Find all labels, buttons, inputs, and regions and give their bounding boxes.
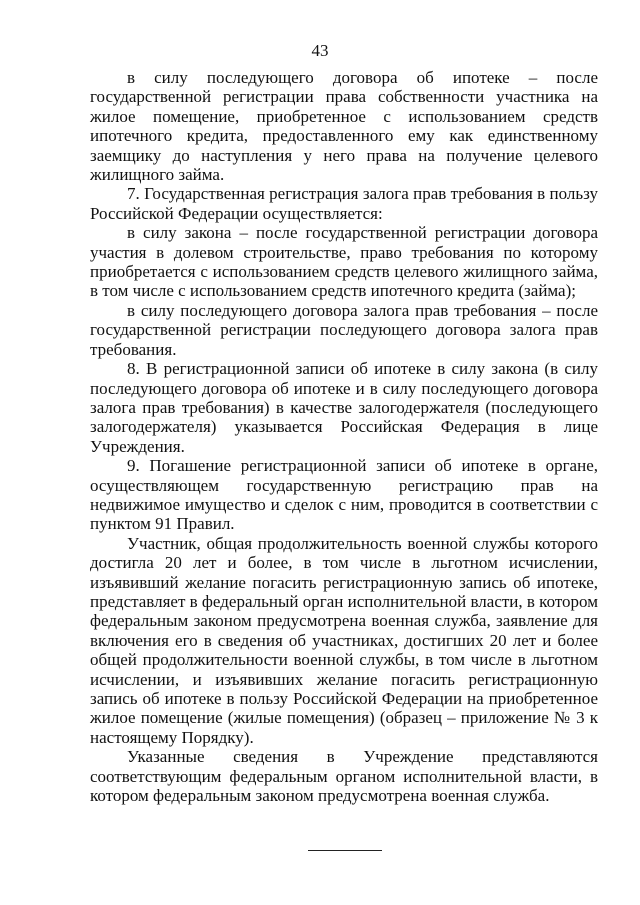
paragraph-clause-7: 7. Государственная регистрация залога прав требования в пользу Российской Федерации осуществляется: — [90, 184, 598, 223]
end-divider-line — [308, 850, 382, 851]
paragraph-information-submission: Указанные сведения в Учреждение представляются соответствующим федеральным органом исполнительной власти, в котором федеральным законом предусмотрена военная служба. — [90, 747, 598, 806]
paragraph-participant: Участник, общая продолжительность военной службы которого достигла 20 лет и более, в том числе в льготном исчислении, изъявивший желание погасить регистрационную запись об ипотеке, представляет в федеральный орган исполнительной власти, в котором федеральным законом предусмотрена военная служба, заявление для включения его в сведения об участниках, достигших 20 лет и более общей продолжительности военной службы, в том числе в льготном исчислении, и изъявивших желание погасить регистрационную запись об ипотеке в пользу Российской Федерации на приобретенное жилое помещение (жилые помещения) (образец – приложение № 3 к настоящему Порядку). — [90, 533, 598, 747]
paragraph-by-law: в силу закона – после государственной регистрации договора участия в долевом строительстве, право требования по которому приобретается с использованием средств целевого жилищного займа, в том числе с использованием средств ипотечного кредита (займа); — [90, 223, 598, 301]
paragraph-clause-8: 8. В регистрационной записи об ипотеке в силу закона (в силу последующего договора об ипотеке и в силу последующего договора залога прав требования) в качестве залогодержателя (последующего залогодержателя) указывается Российская Федерация в лице Учреждения. — [90, 359, 598, 456]
paragraph-clause-9: 9. Погашение регистрационной записи об ипотеке в органе, осуществляющем государственную регистрацию прав на недвижимое имущество и сделок с ним, проводится в соответствии с пунктом 91 Правил. — [90, 456, 598, 534]
paragraph-mortgage-subsequent-contract: в силу последующего договора об ипотеке – после государственной регистрации права собственности участника на жилое помещение, приобретенное с использованием средств ипотечного кредита, предоставленного ему как единственному заемщику до наступления у него права на получение целевого жилищного займа. — [90, 68, 598, 185]
document-body — [90, 68, 598, 805]
paragraph-subsequent-pledge: в силу последующего договора залога прав требования – после государственной регистрации последующего договора залога прав требования. — [90, 300, 598, 359]
page-number: 43 — [311, 41, 329, 60]
